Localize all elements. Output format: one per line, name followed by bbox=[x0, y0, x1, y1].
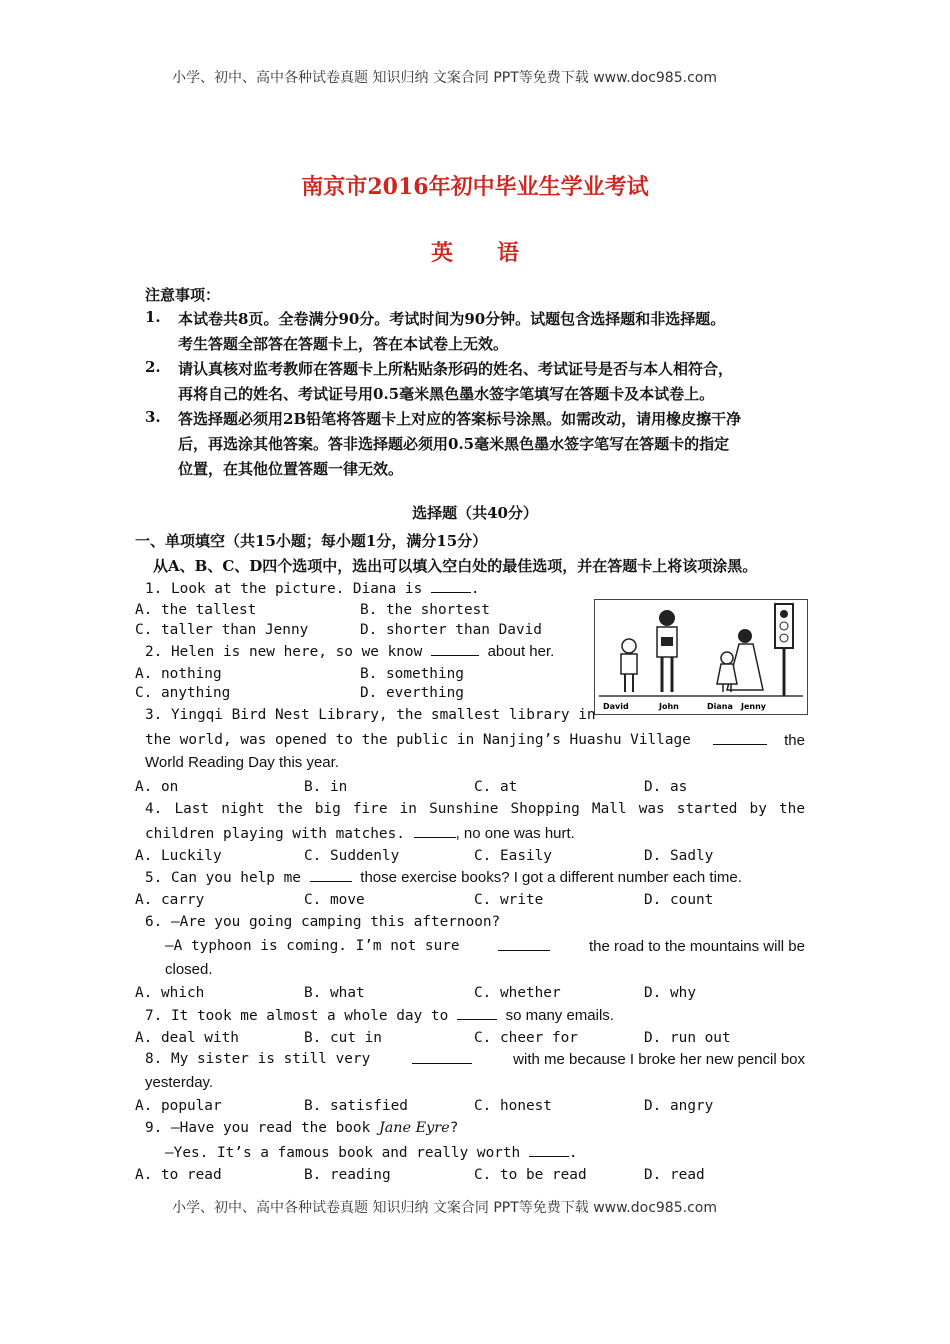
q3-option-a: A. on bbox=[135, 779, 179, 795]
q4-line2: children playing with matches. , no one was hurt. bbox=[145, 825, 575, 842]
q9-blank bbox=[529, 1144, 569, 1157]
q4-option-a: A. Luckily bbox=[135, 848, 222, 864]
q3-blank bbox=[713, 732, 767, 745]
part1-heading: 一、单项填空（共15小题；每小题1分，满分15分） bbox=[135, 532, 488, 550]
q9-option-d: D. read bbox=[644, 1167, 705, 1183]
question-picture bbox=[594, 599, 808, 715]
q4-option-c: C. Easily bbox=[474, 848, 552, 864]
q2-stem: 2. Helen is new here, so we know about her. bbox=[145, 643, 555, 660]
q6-line2: —A typhoon is coming. I’m not sure the road to the mountains will be bbox=[165, 938, 805, 955]
notice-3-line3: 位置，在其他位置答题一律无效。 bbox=[178, 460, 404, 478]
q2-option-d: D. everthing bbox=[360, 685, 464, 701]
notice-3-line2: 后，再选涂其他答案。答非选择题必须用0.5毫米黑色墨水签字笔写在答题卡的指定 bbox=[178, 435, 730, 453]
q5-stem: 5. Can you help me those exercise books? I got a different number each time. bbox=[145, 869, 742, 886]
q3-line1: 3. Yingqi Bird Nest Library, the smallest library in bbox=[145, 707, 596, 723]
label-david: David bbox=[603, 702, 629, 711]
q6-option-c: C. whether bbox=[474, 985, 561, 1001]
notice-1-line1: 本试卷共8页。全卷满分90分。考试时间为90分钟。试题包含选择题和非选择题。 bbox=[178, 310, 726, 328]
q2-blank bbox=[431, 643, 479, 656]
header-banner: 小学、初中、高中各种试卷真题 知识归纳 文案合同 PPT等免费下载 www.doc985.com bbox=[172, 70, 717, 86]
q9-line2: —Yes. It’s a famous book and really worth . bbox=[165, 1145, 578, 1161]
q6-line1: 6. —Are you going camping this afternoon? bbox=[145, 914, 501, 930]
q9-book-title: Jane Eyre bbox=[378, 1120, 450, 1136]
q7-blank bbox=[457, 1007, 497, 1020]
label-diana: Diana bbox=[707, 702, 733, 711]
q9-option-a: A. to read bbox=[135, 1167, 222, 1183]
q3-line2: the world, was opened to the public in Nanjing’s Huashu Village the bbox=[145, 732, 805, 749]
q1-option-c: C. taller than Jenny bbox=[135, 622, 309, 638]
q4-option-d: D. Sadly bbox=[644, 848, 714, 864]
notice-2-line1: 请认真核对监考教师在答题卡上所粘贴条形码的姓名、考试证号是否与本人相符合， bbox=[178, 360, 734, 378]
q7-option-a: A. deal with bbox=[135, 1030, 239, 1046]
q7-stem: 7. It took me almost a whole day to so many emails. bbox=[145, 1007, 614, 1024]
q5-blank bbox=[310, 869, 352, 882]
q8-blank bbox=[412, 1051, 472, 1064]
q7-option-b: B. cut in bbox=[304, 1030, 382, 1046]
q6-option-a: A. which bbox=[135, 985, 205, 1001]
part1-instruction: 从A、B、C、D四个选项中，选出可以填入空白处的最佳选项，并在答题卡上将该项涂黑。 bbox=[153, 557, 758, 575]
q6-line3: closed. bbox=[165, 961, 213, 978]
q1-option-a: A. the tallest bbox=[135, 602, 257, 618]
q1-option-b: B. the shortest bbox=[360, 602, 490, 618]
label-jenny: Jenny bbox=[741, 702, 767, 711]
q1-stem: 1. Look at the picture. Diana is . bbox=[145, 581, 480, 597]
q5-option-d: D. count bbox=[644, 892, 714, 908]
q8-line2: yesterday. bbox=[145, 1074, 214, 1091]
notice-num-3: 3. bbox=[145, 408, 161, 426]
q8-line1: 8. My sister is still very with me because I broke her new pencil box bbox=[145, 1051, 805, 1068]
q8-option-c: C. honest bbox=[474, 1098, 552, 1114]
q2-option-c: C. anything bbox=[135, 685, 231, 701]
notice-2-line2: 再将自己的姓名、考试证号用0.5毫米黑色墨水签字笔填写在答题卡及本试卷上。 bbox=[178, 385, 715, 403]
notice-num-1: 1. bbox=[145, 308, 161, 326]
q3-option-b: B. in bbox=[304, 779, 348, 795]
q5-option-b: C. move bbox=[304, 892, 365, 908]
notice-heading: 注意事项： bbox=[145, 286, 221, 304]
q8-option-b: B. satisfied bbox=[304, 1098, 408, 1114]
q1-blank bbox=[431, 580, 471, 593]
q2-option-a: A. nothing bbox=[135, 666, 222, 682]
q9-line1: 9. —Have you read the book Jane Eyre? bbox=[145, 1120, 459, 1136]
notice-3-line1: 答选择题必须用2B铅笔将答题卡上对应的答案标号涂黑。如需改动，请用橡皮擦干净 bbox=[178, 410, 742, 428]
q3-option-c: C. at bbox=[474, 779, 518, 795]
notice-num-2: 2. bbox=[145, 358, 161, 376]
section-title: 选择题（共40分） bbox=[412, 504, 538, 522]
q7-option-d: D. run out bbox=[644, 1030, 731, 1046]
q6-blank bbox=[498, 938, 550, 951]
q5-option-c: C. write bbox=[474, 892, 544, 908]
q3-option-d: D. as bbox=[644, 779, 688, 795]
q1-option-d: D. shorter than David bbox=[360, 622, 542, 638]
q4-blank bbox=[414, 825, 456, 838]
exam-title: 南京市2016年初中毕业生学业考试 bbox=[301, 174, 649, 200]
q4-line1: 4. Last night the big fire in Sunshine Shopping Mall was started by the bbox=[145, 801, 805, 817]
q2-option-b: B. something bbox=[360, 666, 464, 682]
people-traffic-light-illustration bbox=[595, 600, 807, 714]
q6-option-d: D. why bbox=[644, 985, 696, 1001]
q6-option-b: B. what bbox=[304, 985, 365, 1001]
q5-option-a: A. carry bbox=[135, 892, 205, 908]
q9-option-b: B. reading bbox=[304, 1167, 391, 1183]
footer-banner: 小学、初中、高中各种试卷真题 知识归纳 文案合同 PPT等免费下载 www.doc985.com bbox=[172, 1200, 717, 1216]
q3-line3: World Reading Day this year. bbox=[145, 754, 339, 771]
subject-title: 英 语 bbox=[430, 240, 519, 266]
q9-option-c: C. to be read bbox=[474, 1167, 587, 1183]
q4-option-b: C. Suddenly bbox=[304, 848, 400, 864]
notice-1-line2: 考生答题全部答在答题卡上，答在本试卷上无效。 bbox=[178, 335, 509, 353]
q8-option-a: A. popular bbox=[135, 1098, 222, 1114]
q8-option-d: D. angry bbox=[644, 1098, 714, 1114]
label-john: John bbox=[659, 702, 679, 711]
q7-option-c: C. cheer for bbox=[474, 1030, 578, 1046]
